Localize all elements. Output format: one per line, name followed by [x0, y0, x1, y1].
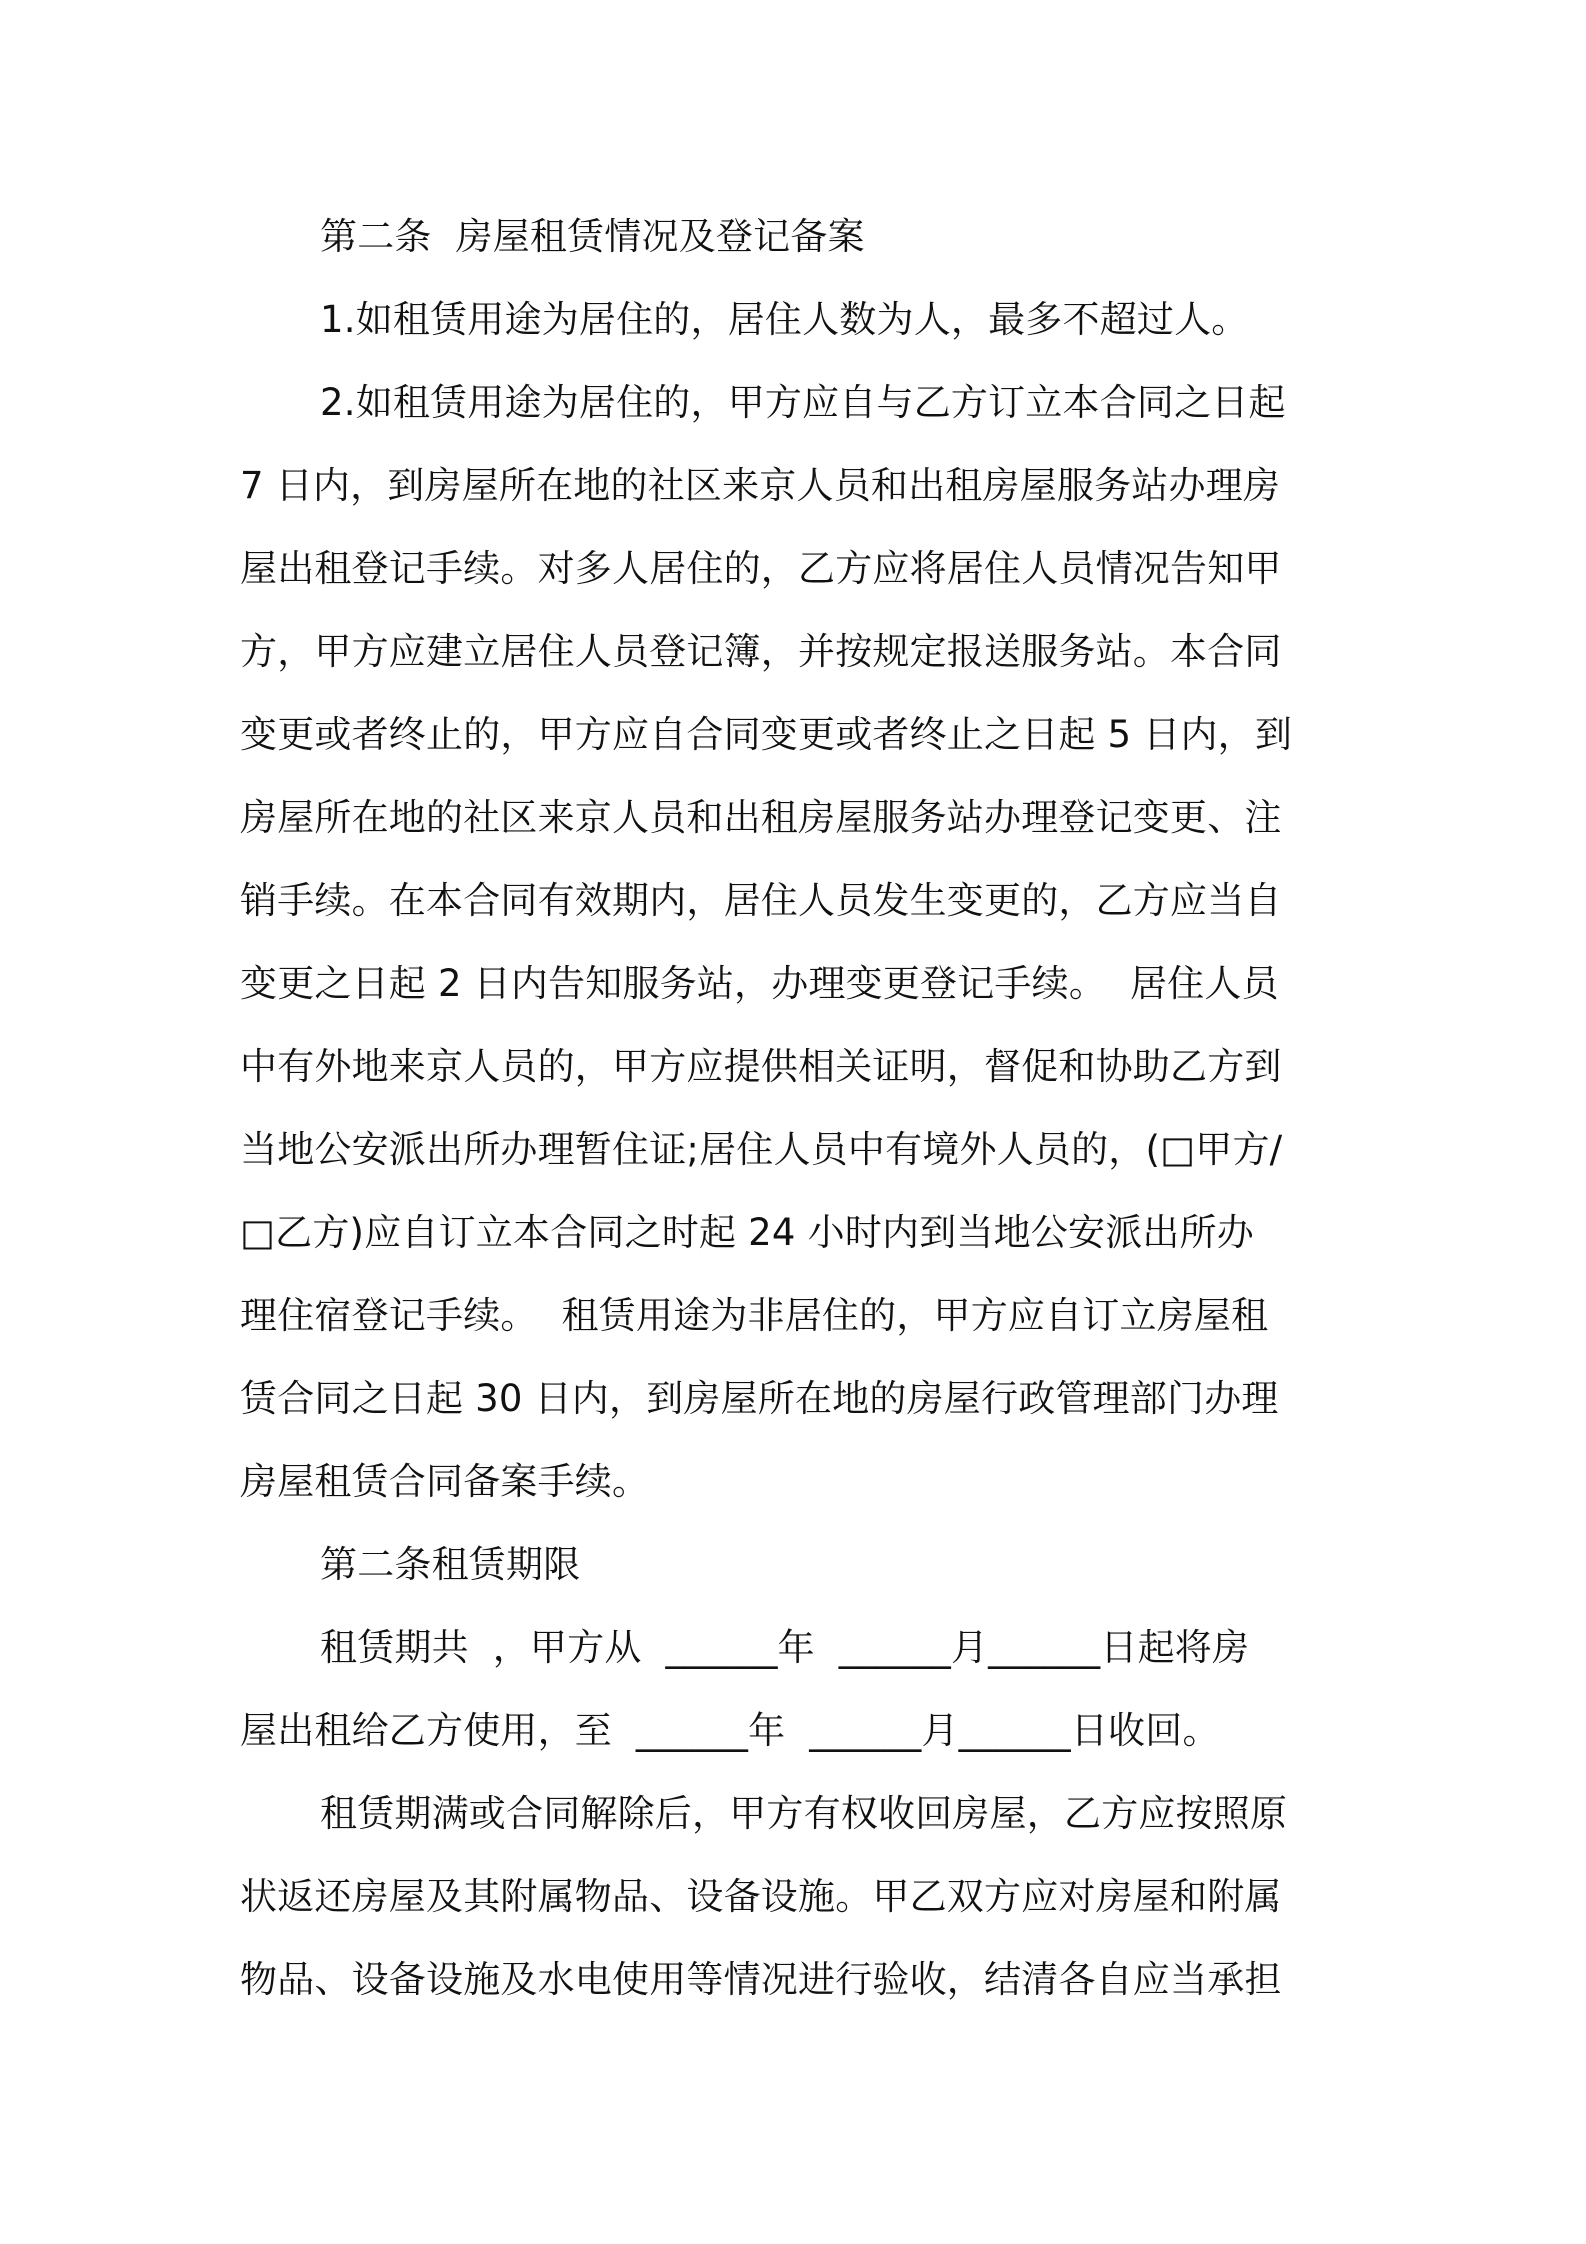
section-heading-lease-term: 第二条租赁期限: [320, 1543, 581, 1586]
return-clause-line-1: 租赁期满或合同解除后，甲方有权收回房屋，乙方应按照原: [320, 1792, 1288, 1835]
clause-1: 1.如租赁用途为居住的，居住人数为人，最多不超过人。: [320, 298, 1249, 341]
clause-2-line-14: 房屋租赁合同备案手续。: [240, 1460, 650, 1503]
return-clause-line-3: 物品、设备设施及水电使用等情况进行验收，结清各自应当承担: [240, 1958, 1282, 2001]
document-body: [240, 195, 1352, 2021]
clause-2-line-12: 理住宿登记手续。 租赁用途为非居住的，甲方应自订立房屋租: [240, 1294, 1269, 1337]
clause-2-line-9: 中有外地来京人员的，甲方应提供相关证明，督促和协助乙方到: [240, 1045, 1282, 1088]
clause-2-line-8: 变更之日起 2 日内告知服务站，办理变更登记手续。 居住人员: [240, 962, 1279, 1005]
clause-2-line-2: 7 日内，到房屋所在地的社区来京人员和出租房屋服务站办理房: [240, 464, 1281, 507]
clause-2-line-4: 方，甲方应建立居住人员登记簿，并按规定报送服务站。本合同: [240, 630, 1282, 673]
clause-2-line-10: 当地公安派出所办理暂住证;居住人员中有境外人员的，(□甲方/: [240, 1128, 1283, 1171]
section-heading-registration: 第二条 房屋租赁情况及登记备案: [320, 215, 865, 258]
clause-2-line-7: 销手续。在本合同有效期内，居住人员发生变更的，乙方应当自: [240, 879, 1282, 922]
clause-2-line-3: 屋出租登记手续。对多人居住的，乙方应将居住人员情况告知甲: [240, 547, 1282, 590]
lease-term-line-2: 屋出租给乙方使用，至 ______年 ______月______日收回。: [240, 1709, 1220, 1752]
clause-2-line-13: 赁合同之日起 30 日内，到房屋所在地的房屋行政管理部门办理: [240, 1377, 1279, 1420]
clause-2-line-11: □乙方)应自订立本合同之时起 24 小时内到当地公安派出所办: [240, 1211, 1254, 1254]
clause-2-line-6: 房屋所在地的社区来京人员和出租房屋服务站办理登记变更、注: [240, 796, 1282, 839]
clause-2-line-1: 2.如租赁用途为居住的，甲方应自与乙方订立本合同之日起: [320, 381, 1286, 424]
clause-2-line-5: 变更或者终止的，甲方应自合同变更或者终止之日起 5 日内，到: [240, 713, 1293, 756]
return-clause-line-2: 状返还房屋及其附属物品、设备设施。甲乙双方应对房屋和附属: [240, 1875, 1282, 1918]
lease-term-line-1: 租赁期共 ，甲方从 ______年 ______月______日起将房: [320, 1626, 1250, 1669]
